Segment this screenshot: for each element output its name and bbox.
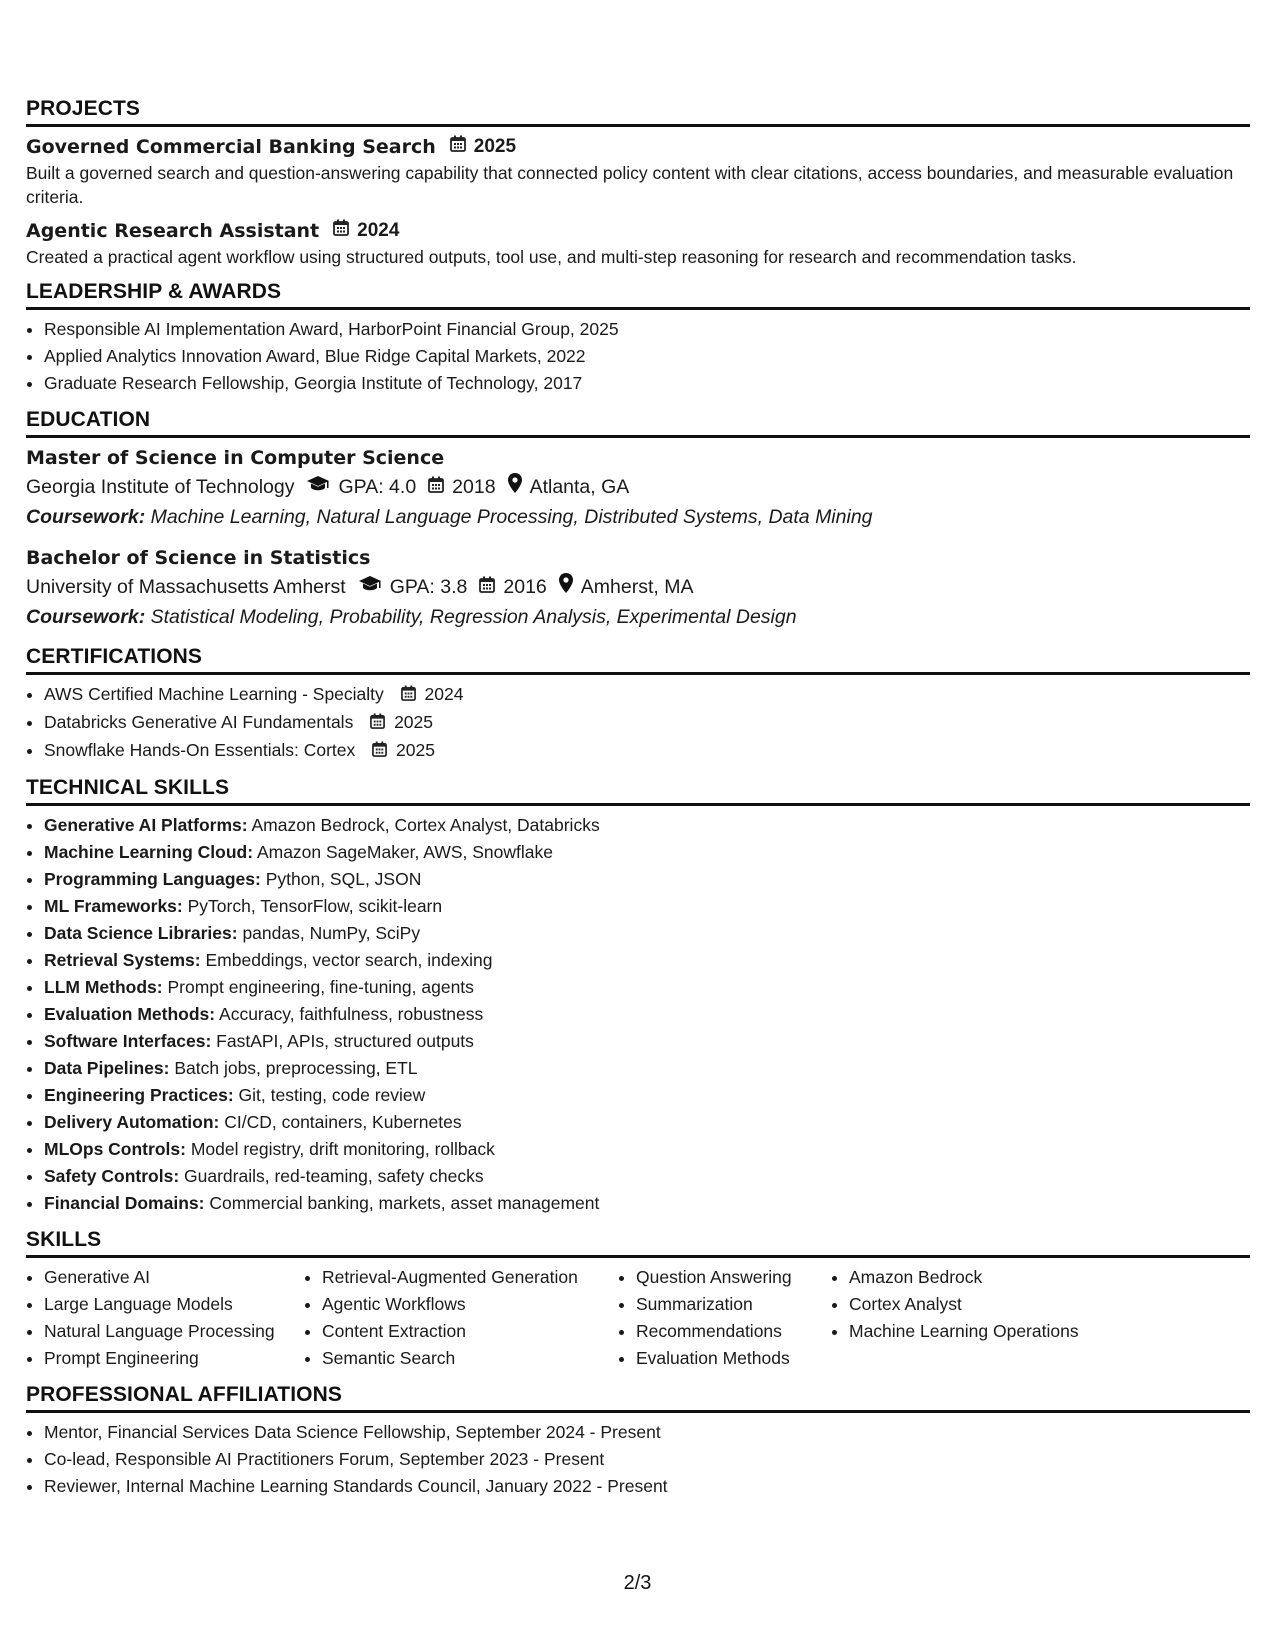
graduation-cap-icon [306,472,330,502]
skills-grid [26,1264,1250,1372]
certification-name: AWS Certified Machine Learning - Specialty [44,684,384,704]
skill-values: Embeddings, vector search, indexing [205,949,493,970]
skill-values: Prompt engineering, fine-tuning, agents [167,976,474,997]
list-item [44,1028,1250,1055]
resume-page [26,90,1250,1510]
project-item [26,217,1250,269]
technical-skills-list [26,812,1250,1217]
skill-category: ML Frameworks: [44,895,183,916]
coursework-list: Statistical Modeling, Probability, Regression Analysis, Experimental Design [150,606,797,628]
map-pin-icon [508,472,522,502]
skill-category: Retrieval Systems: [44,949,201,970]
skill-values: Model registry, drift monitoring, rollback [190,1138,495,1159]
section-title-projects: PROJECTS [26,96,1250,127]
skill-category: Data Science Libraries: [44,922,238,943]
skill-values: pandas, NumPy, SciPy [242,922,421,943]
list-item: • Summarization [636,1291,831,1318]
skills-column [26,1264,304,1372]
list-item [44,1163,1250,1190]
project-year: 2024 [357,220,400,241]
skill-values: CI/CD, containers, Kubernetes [224,1111,462,1132]
skill-category: Delivery Automation: [44,1111,220,1132]
education-section [26,407,1250,632]
list-item: • Content Extraction [322,1318,618,1345]
list-item [44,812,1250,839]
skill-values: Amazon SageMaker, AWS, Snowflake [256,841,553,862]
skill-values: FastAPI, APIs, structured outputs [216,1030,474,1051]
awards-section [26,279,1250,397]
list-item [44,1055,1250,1082]
section-title-skills: SKILLS [26,1227,1250,1258]
list-item: • Graduate Research Fellowship, Georgia Institute of Technology, 2017 [44,370,1250,397]
calendar-icon [372,738,387,765]
skill-values: Amazon Bedrock, Cortex Analyst, Databricks [251,814,600,835]
list-item: • Mentor, Financial Services Data Science Fellowship, September 2024 - Present [44,1419,1250,1446]
degree-name: Bachelor of Science in Statistics [26,547,371,569]
projects-section [26,96,1250,269]
skill-category: Data Pipelines: [44,1057,170,1078]
affiliations-section [26,1382,1250,1500]
list-item [44,1082,1250,1109]
section-title-technical-skills: TECHNICAL SKILLS [26,775,1250,806]
skills-column [831,1264,1149,1372]
affiliations-list [26,1419,1250,1500]
section-title-awards: LEADERSHIP & AWARDS [26,279,1250,310]
certification-year: 2025 [394,711,434,732]
project-name: Governed Commercial Banking Search [26,136,436,158]
list-item: • Evaluation Methods [636,1345,831,1372]
section-title-education: EDUCATION [26,407,1250,438]
skill-category: MLOps Controls: [44,1138,186,1159]
gpa: GPA: 4.0 [338,476,417,498]
list-item [44,920,1250,947]
degree-name: Master of Science in Computer Science [26,447,445,469]
list-item [44,709,1250,737]
list-item [44,974,1250,1001]
skill-values: Batch jobs, preprocessing, ETL [174,1057,418,1078]
list-item: • Recommendations [636,1318,831,1345]
certification-name: Databricks Generative AI Fundamentals [44,711,354,732]
skill-category: Programming Languages: [44,868,261,889]
coursework-list: Machine Learning, Natural Language Processing, Distributed Systems, Data Mining [150,506,873,528]
skill-values: Git, testing, code review [238,1084,426,1105]
calendar-icon [333,217,349,245]
graduation-year: 2018 [452,476,496,498]
skill-values: Accuracy, faithfulness, robustness [219,1003,484,1024]
list-item: • Reviewer, Internal Machine Learning Standards Council, January 2022 - Present [44,1473,1250,1500]
calendar-icon [450,133,466,161]
list-item: • Agentic Workflows [322,1291,618,1318]
map-pin-icon [559,572,573,602]
list-item: • Natural Language Processing [44,1318,304,1345]
coursework-label: Coursework: [26,606,146,628]
project-item [26,133,1250,209]
list-item: • Co-lead, Responsible AI Practitioners Forum, September 2023 - Present [44,1446,1250,1473]
list-item [44,1109,1250,1136]
list-item: • Question Answering [636,1264,831,1291]
school-name: University of Massachusetts Amherst [26,576,346,598]
list-item: • Generative AI [44,1264,304,1291]
skill-values: Python, SQL, JSON [265,868,422,889]
technical-skills-section [26,775,1250,1217]
skill-values: Commercial banking, markets, asset management [209,1192,600,1213]
gpa: GPA: 3.8 [389,576,468,598]
list-item [44,681,1250,709]
project-year: 2025 [473,136,517,157]
skill-category: Financial Domains: [44,1192,205,1213]
certifications-section [26,644,1250,765]
skill-values: PyTorch, TensorFlow, scikit-learn [187,895,443,916]
calendar-icon [370,710,385,737]
list-item: • Responsible AI Implementation Award, HarborPoint Financial Group, 2025 [44,316,1250,343]
list-item: • Large Language Models [44,1291,304,1318]
certification-year: 2025 [396,739,435,760]
list-item [44,1136,1250,1163]
graduation-year: 2016 [503,576,547,598]
list-item: • Machine Learning Operations [849,1318,1149,1345]
list-item: • Applied Analytics Innovation Award, Blue Ridge Capital Markets, 2022 [44,343,1250,370]
certification-name: Snowflake Hands-On Essentials: Cortex [44,739,356,760]
skills-section [26,1227,1250,1372]
list-item: • Amazon Bedrock [849,1264,1149,1291]
school-name: Georgia Institute of Technology [26,476,295,498]
certification-year: 2024 [424,684,464,704]
list-item [44,839,1250,866]
coursework-label: Coursework: [26,506,146,528]
page-number: 2/3 [623,1572,652,1594]
skills-column [618,1264,831,1372]
list-item [44,947,1250,974]
list-item [44,1001,1250,1028]
calendar-icon [479,572,495,602]
education-item [26,544,1250,632]
project-description: Built a governed search and question-answering capability that connected policy content with clear citations, access boundaries, and measurable evaluation criteria. [26,163,1234,207]
skill-category: LLM Methods: [44,976,163,997]
skills-column [304,1264,618,1372]
skill-category: Safety Controls: [44,1165,180,1186]
skill-values: Guardrails, red-teaming, safety checks [184,1165,484,1186]
skill-category: Software Interfaces: [44,1030,212,1051]
list-item [44,866,1250,893]
education-item [26,444,1250,532]
list-item [44,737,1250,765]
list-item: • Semantic Search [322,1345,618,1372]
skill-category: Machine Learning Cloud: [44,841,254,862]
skill-category: Engineering Practices: [44,1084,234,1105]
list-item: • Retrieval-Augmented Generation [322,1264,618,1291]
section-title-affiliations: PROFESSIONAL AFFILIATIONS [26,1382,1250,1413]
school-location: Amherst, MA [580,576,694,598]
list-item [44,893,1250,920]
list-item: • Cortex Analyst [849,1291,1149,1318]
awards-list [26,316,1250,397]
calendar-icon [428,472,444,502]
graduation-cap-icon [358,572,382,602]
skill-category: Generative AI Platforms: [44,814,248,835]
project-name: Agentic Research Assistant [26,220,320,242]
calendar-icon [401,682,416,709]
section-title-certifications: CERTIFICATIONS [26,644,1250,675]
list-item [44,1190,1250,1217]
list-item: • Prompt Engineering [44,1345,304,1372]
project-description: Created a practical agent workflow using structured outputs, tool use, and multi-step reasoning for research and recommendation tasks. [26,247,1077,267]
skill-category: Evaluation Methods: [44,1003,216,1024]
school-location: Atlanta, GA [529,476,630,498]
certifications-list [26,681,1250,765]
